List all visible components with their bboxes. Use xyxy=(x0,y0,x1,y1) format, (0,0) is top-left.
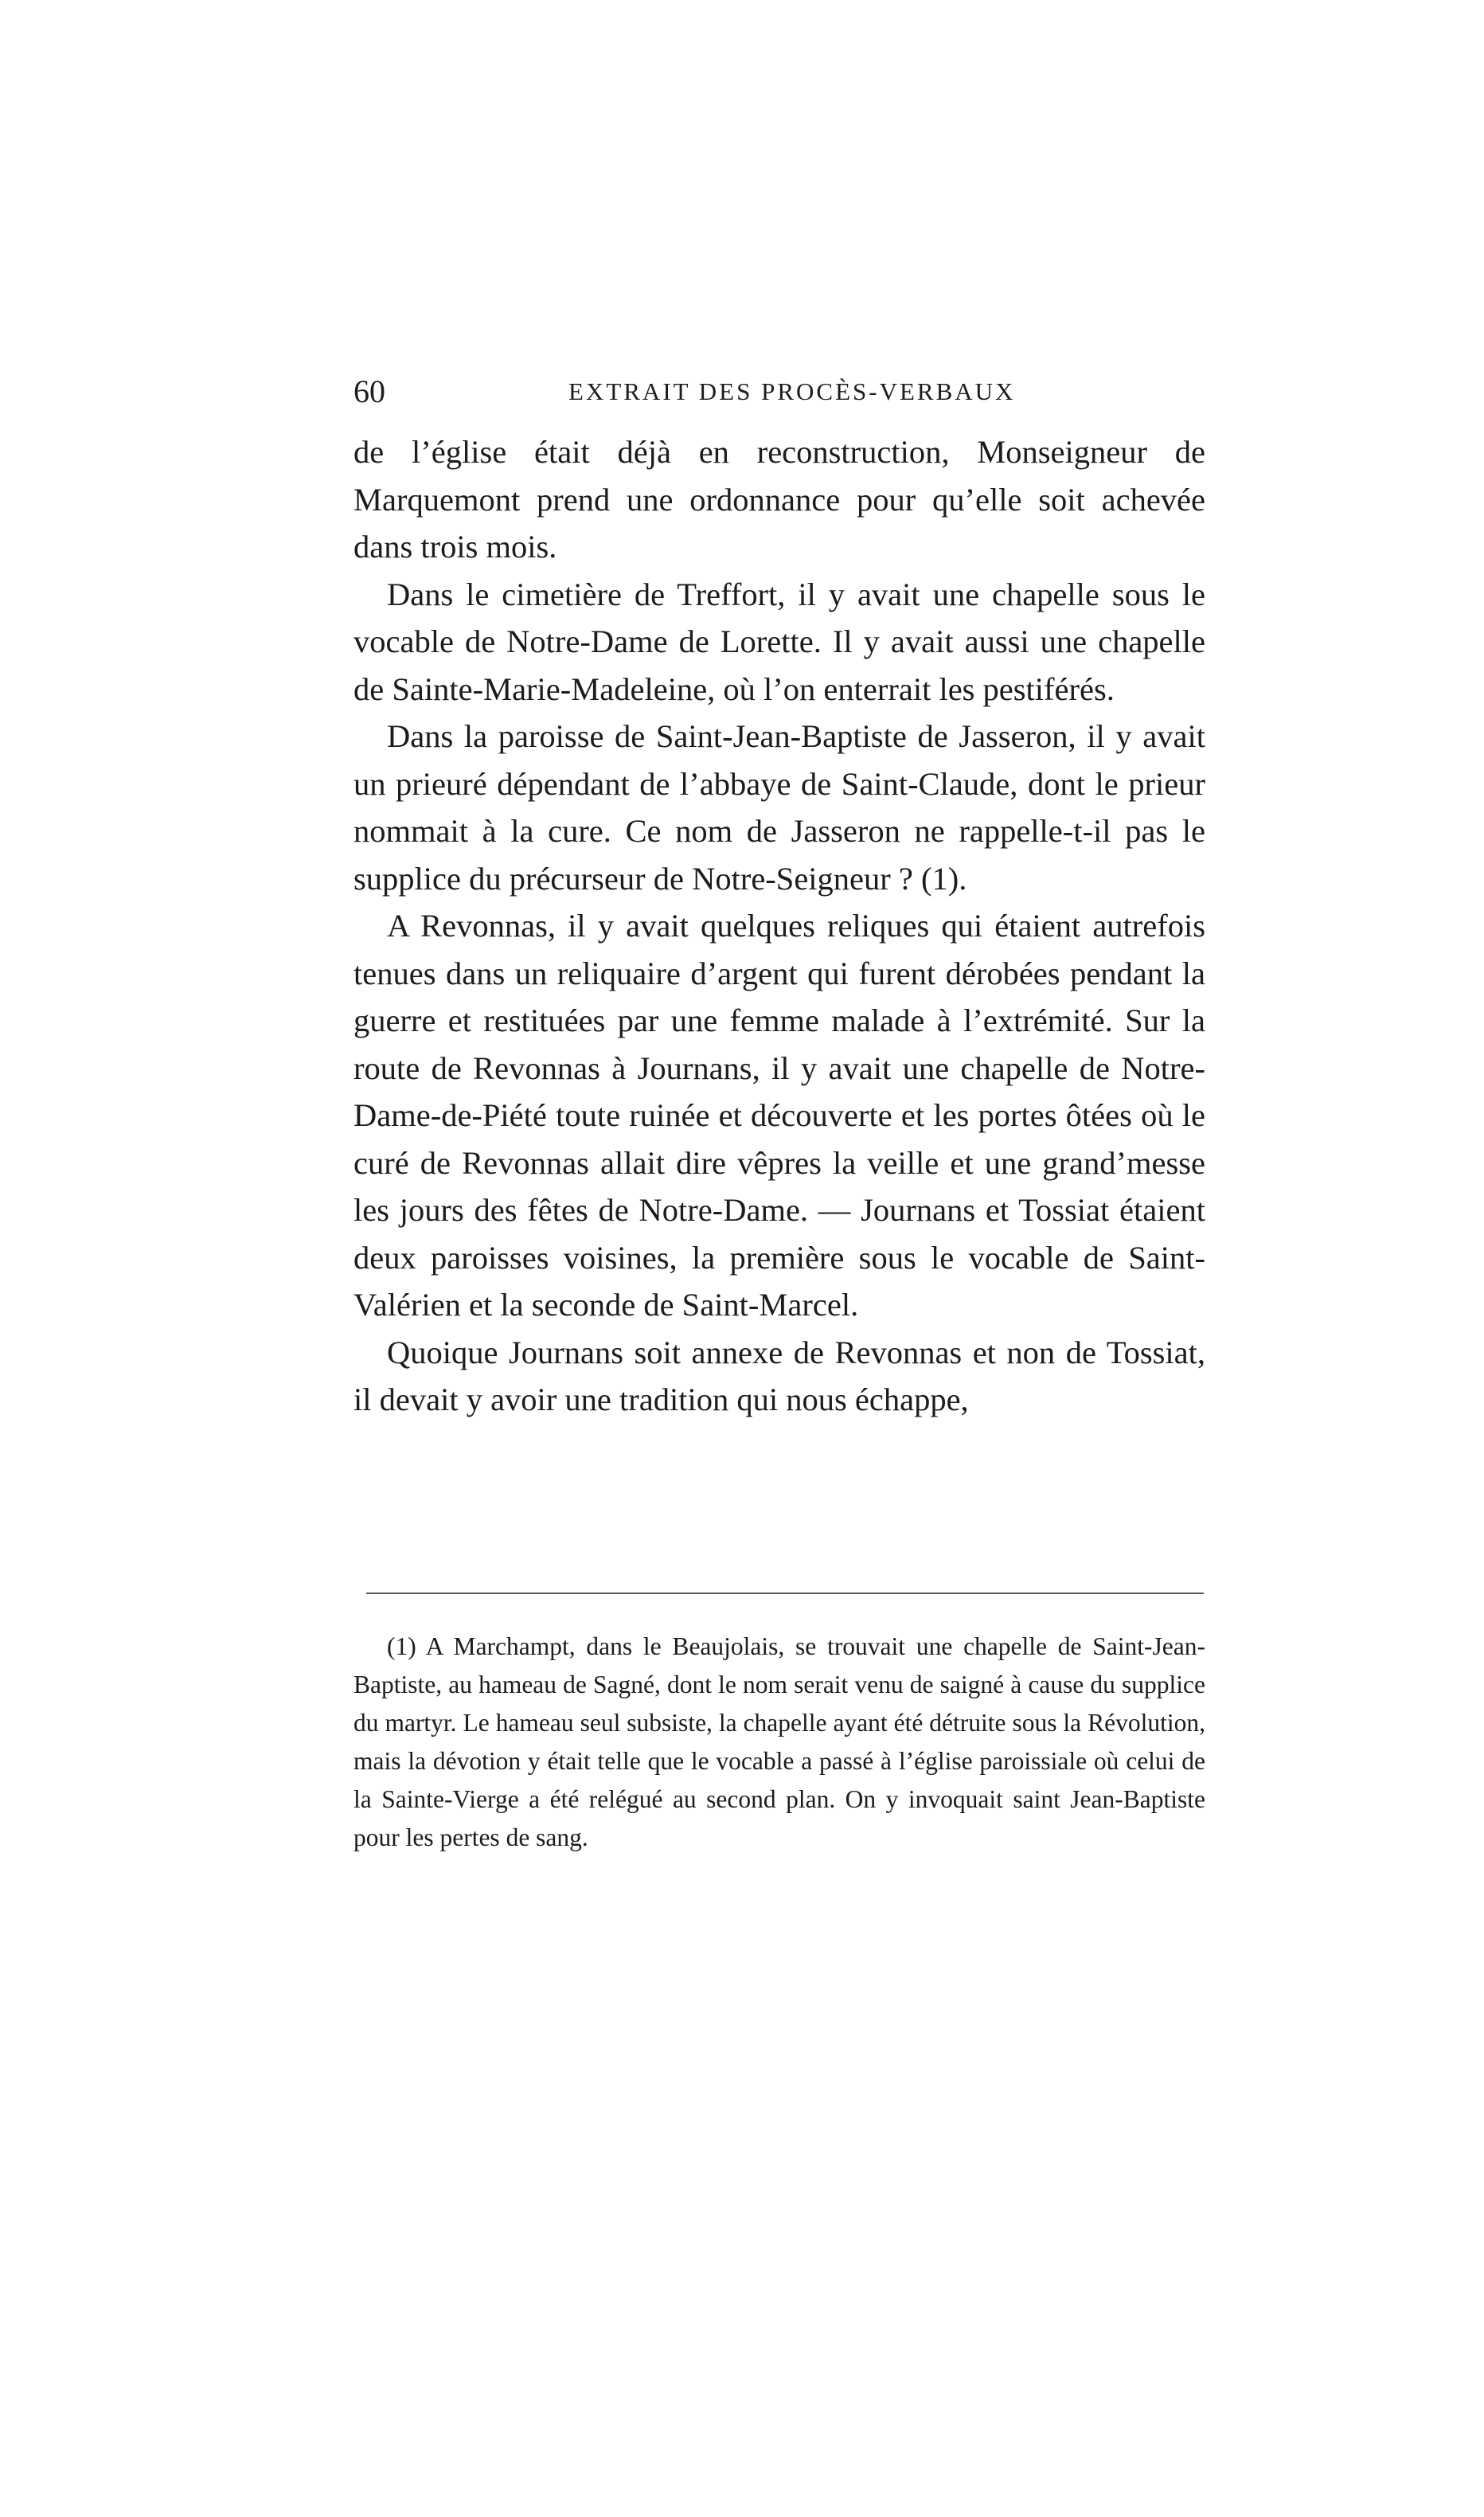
paragraph-jasseron: Dans la paroisse de Saint-Jean-Baptiste de Jasseron, il y avait un prieuré dépendant de l’abbaye de Saint-Claude, dont le prieur nommait à la cure. Ce nom de Jasseron ne rappelle-t-il pas le supplice du précurseur de Notre-Seigneur ? (1). xyxy=(353,718,1205,897)
page-number: 60 xyxy=(353,373,385,409)
paragraph-journans: Quoique Journans soit annexe de Revonnas et non de Tossiat, il devait y avoir une tradition qui nous échappe, xyxy=(353,1334,1205,1417)
footnote xyxy=(353,1628,1205,1857)
paragraph-revonnas: A Revonnas, il y avait quelques reliques qui étaient autrefois tenues dans un reliquaire d’argent qui furent dérobées pendant la guerre et restituées par une femme malade à l’extrémité. Sur la route de Revonnas à Journans, il y avait une chapelle de Notre-Dame-de-Piété toute ruinée et découverte et les portes ôtées où le curé de Revonnas allait dire vêpres la veille et une grand’messe les jours des fêtes de Notre-Dame. — Journans et Tossiat étaient deux paroisses voisines, la première sous le vocable de Saint-Valérien et la seconde de Saint-Marcel. xyxy=(353,908,1205,1323)
running-head xyxy=(353,368,1205,416)
running-title: EXTRAIT DES PROCÈS-VERBAUX xyxy=(568,377,1016,405)
paragraph-treffort: Dans le cimetière de Treffort, il y avait une chapelle sous le vocable de Notre-Dame de Lorette. Il y avait aussi une chapelle de Sainte-Marie-Madeleine, où l’on enterrait les pestiférés. xyxy=(353,576,1205,707)
paragraph-continuation: de l’église était déjà en reconstruction, Monseigneur de Marquemont prend une ordonnance pour qu’elle soit achevée dans trois mois. xyxy=(353,434,1205,565)
footnote-text: (1) A Marchampt, dans le Beaujolais, se trouvait une chapelle de Saint-Jean-Baptiste, au hameau de Sagné, dont le nom serait venu de saigné à cause du supplice du martyr. Le hameau seul subsiste, la chapelle ayant été détruite sous la Révolution, mais la dévotion y était telle que le vocable a passé à l’église paroissiale où celui de la Sainte-Vierge a été relégué au second plan. On y invoquait saint Jean-Baptiste pour les pertes de sang. xyxy=(353,1632,1205,1851)
footnote-rule xyxy=(366,1593,1204,1594)
body-text xyxy=(353,428,1205,1424)
